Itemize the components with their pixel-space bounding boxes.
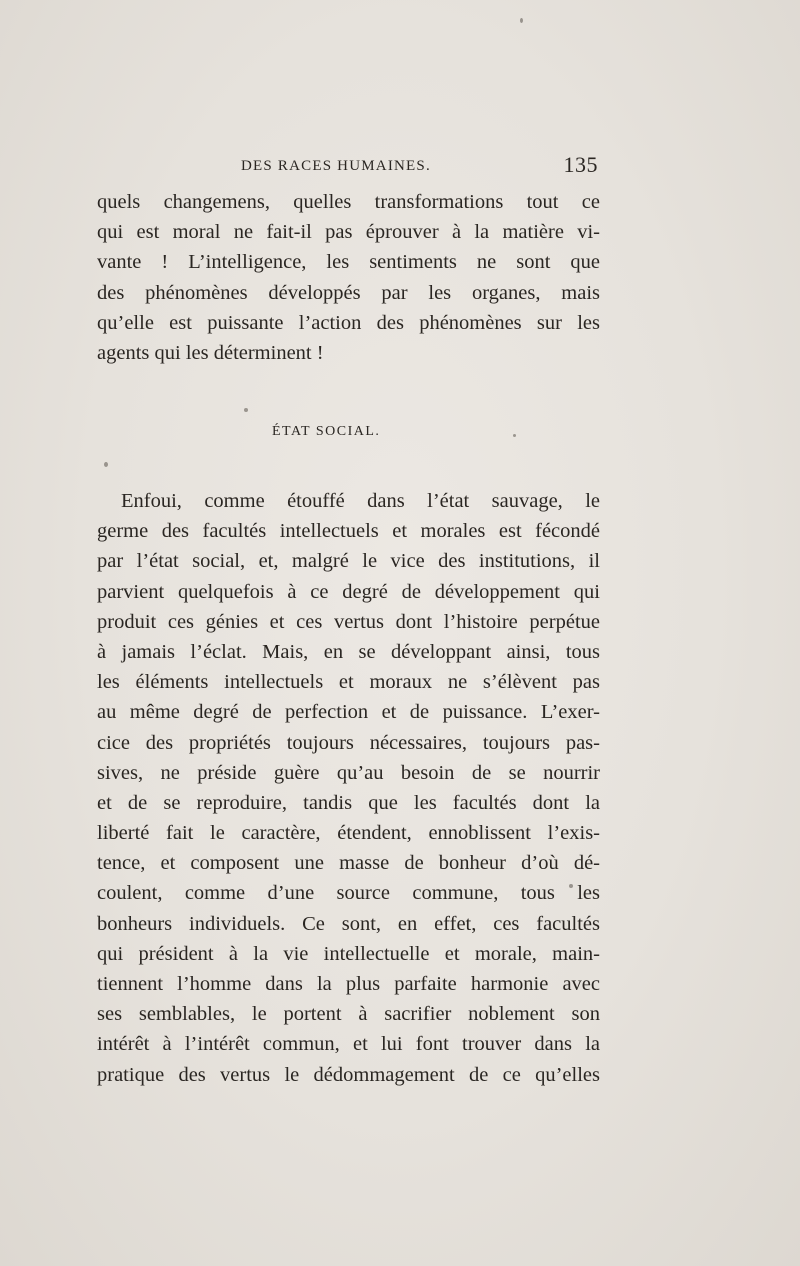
text-line: ses semblables, le portent à sacrifier noblement son	[97, 1003, 600, 1026]
text-line: agents qui les déterminent !	[97, 341, 324, 364]
paper-speck	[520, 18, 523, 23]
paper-speck	[244, 408, 248, 412]
running-title: DES RACES HUMAINES.	[241, 158, 431, 174]
paper-speck	[513, 434, 516, 437]
text-line: parvient quelquefois à ce degré de développement qui	[97, 580, 600, 603]
text-line: germe des facultés intellectuels et morales est fécondé	[97, 520, 600, 543]
text-line: qui président à la vie intellectuelle et morale, main-	[97, 942, 600, 965]
text-line: vante ! L’intelligence, les sentiments ne sont que	[97, 251, 600, 274]
text-line: produit ces génies et ces vertus dont l’histoire perpétue	[97, 610, 600, 633]
text-line: intérêt à l’intérêt commun, et lui font trouver dans la	[97, 1033, 600, 1056]
paper-speck	[104, 462, 108, 467]
text-line: pratique des vertus le dédommagement de ce qu’elles	[97, 1063, 600, 1086]
text-line: bonheurs individuels. Ce sont, en effet, ces facultés	[97, 912, 600, 935]
running-head	[96, 152, 606, 182]
text-line: qu’elle est puissante l’action des phénomènes sur les	[97, 311, 600, 334]
text-line: tiennent l’homme dans la plus parfaite harmonie avec	[97, 973, 600, 995]
text-line: à jamais l’éclat. Mais, en se développant ainsi, tous	[97, 640, 600, 663]
page-number: 135	[563, 152, 598, 177]
text-line: quels changemens, quelles transformations tout ce	[97, 191, 600, 213]
text-line: tence, et composent une masse de bonheur d’où dé-	[97, 852, 600, 875]
text-line: et de se reproduire, tandis que les facultés dont la	[97, 791, 600, 814]
text-line: coulent, comme d’une source commune, tous les	[97, 882, 600, 905]
section-heading: ÉTAT SOCIAL.	[272, 424, 381, 439]
text-line: sives, ne préside guère qu’au besoin de se nourrir	[97, 761, 600, 784]
text-line: au même degré de perfection et de puissance. L’exer-	[97, 701, 600, 724]
paragraph-2	[97, 486, 600, 1090]
text-line: liberté fait le caractère, étendent, ennoblissent l’exis-	[97, 822, 600, 845]
text-line: par l’état social, et, malgré le vice des institutions, il	[97, 550, 600, 573]
text-line: les éléments intellectuels et moraux ne s’élèvent pas	[97, 671, 600, 694]
text-line: Enfoui, comme étouffé dans l’état sauvage, le	[121, 490, 600, 512]
text-line: des phénomènes développés par les organes, mais	[97, 281, 600, 304]
paragraph-1	[97, 187, 600, 368]
text-line: cice des propriétés toujours nécessaires, toujours pas-	[97, 731, 600, 754]
text-line: qui est moral ne fait-il pas éprouver à la matière vi-	[97, 221, 600, 244]
